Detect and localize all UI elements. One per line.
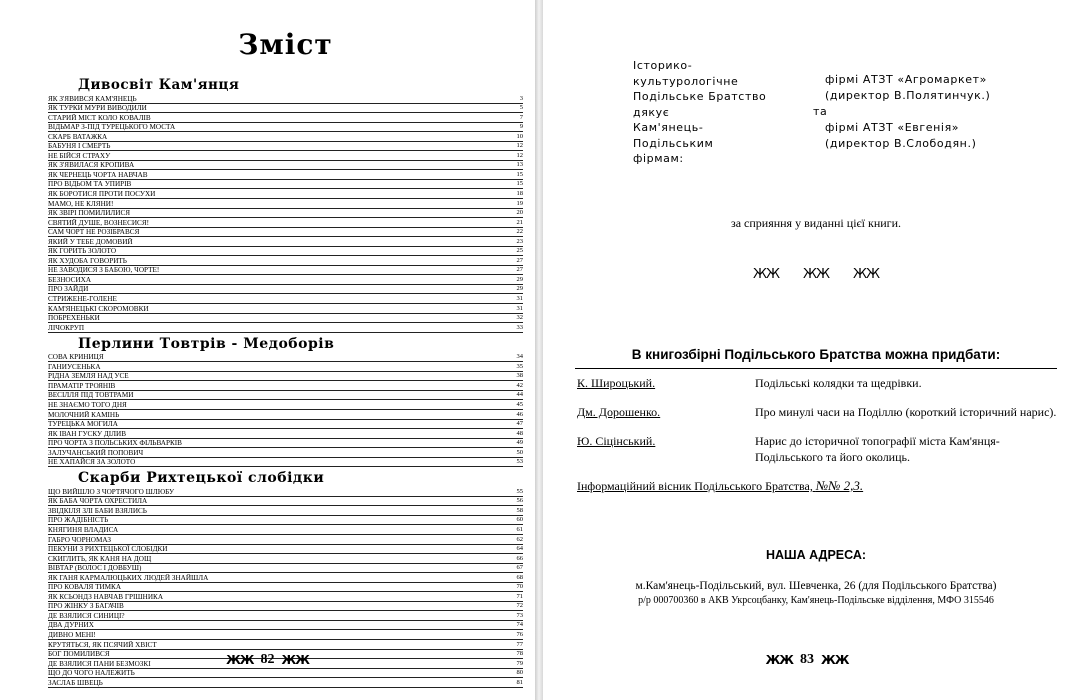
toc-list	[48, 353, 523, 468]
thanks-line: Подільським	[633, 136, 714, 150]
toc-entry	[48, 247, 523, 257]
thanks-line: фірмам:	[633, 152, 684, 165]
toc-entry	[48, 170, 523, 180]
toc-entry-page: 64	[516, 545, 523, 553]
toc-entry-title: ВІВТАР (ВОЛОС І ДОВБУШ)	[48, 564, 142, 573]
toc-entry-page: 12	[516, 142, 523, 150]
toc-entry-title: ЩО ДО ЧОГО НАЛЕЖИТЬ	[48, 669, 135, 678]
toc-entry	[48, 275, 523, 285]
toc-entry-title: ЛІЧОКРУП	[48, 323, 85, 332]
toc-entry-page: 61	[516, 525, 523, 533]
toc-entry	[48, 104, 523, 114]
ornament-icon: ЖЖ	[752, 266, 779, 282]
toc-entry	[48, 554, 523, 564]
toc-entry	[48, 362, 523, 372]
toc-entry	[48, 266, 523, 276]
toc-entry-page: 76	[516, 630, 523, 638]
toc-entry-page: 67	[516, 564, 523, 572]
bank-account: р/р 000700360 в АКВ Укрсоцбанку, Кам'янець-Подільське відділення, МФО 315546	[638, 595, 994, 606]
ornament-icon: ЖЖ	[821, 652, 849, 667]
toc-entry-page: 10	[516, 132, 523, 140]
toc-entry-page: 80	[516, 669, 523, 677]
toc-entry	[48, 525, 523, 535]
ornament-icon: ЖЖ	[765, 652, 793, 667]
book-entry	[575, 433, 1057, 465]
assistance-text: за сприяння у виданні цієї книги.	[730, 216, 902, 230]
toc-entry	[48, 113, 523, 123]
toc-entry	[48, 640, 523, 650]
ornament-icon: ЖЖ	[281, 652, 309, 667]
toc-entry	[48, 294, 523, 304]
firm-director: (директор В.Слободян.)	[825, 136, 977, 150]
toc-entry-title: ДИВНО МЕНІ!	[48, 630, 96, 639]
toc-entry-title: ЯК КСЬОНДЗ НАВЧАВ ГРІШНИКА	[48, 592, 164, 601]
toc-entry-title: ВЕСІЛЛЯ ПІД ТОВТРАМИ	[48, 391, 134, 400]
acknowledgement-block	[575, 58, 1057, 178]
toc-entry-title: НЕ ХАПАЙСЯ ЗА ЗОЛОТО	[48, 458, 136, 467]
right-folio	[543, 652, 1071, 668]
toc-entry-page: 71	[516, 592, 523, 600]
toc-entry-title: ЯК БАБА ЧОРТА ОХРЕСТИЛА	[48, 497, 148, 506]
and-word: та	[813, 105, 828, 118]
thanks-line: культурологічне	[633, 74, 739, 88]
toc-entry	[48, 564, 523, 574]
toc-entry	[48, 323, 523, 333]
firm-name: фірмі АТЗТ «Агромаркет»	[825, 73, 987, 86]
toc-entry	[48, 602, 523, 612]
bookshop-heading: В книгозбірні Подільського Братства можна придбати:	[631, 347, 1001, 362]
toc-entry	[48, 458, 523, 468]
toc-entry-page: 38	[516, 372, 523, 380]
toc-entry	[48, 151, 523, 161]
toc-entry-page: 29	[516, 285, 523, 293]
book-title: Про минулі часи на Поділлю (короткий історичний нарис).	[755, 405, 1057, 419]
toc-entry	[48, 410, 523, 420]
toc-entry	[48, 372, 523, 382]
toc-section-heading: Дивосвіт Кам'янця	[78, 77, 240, 93]
toc-entry	[48, 429, 523, 439]
toc-entry-title: ЯК ТУРКИ МУРИ ВИВОДИЛИ	[48, 104, 147, 113]
toc-entry-title: БОГ ПОМИЛИВСЯ	[48, 650, 110, 659]
toc-entry-title: МАМО, НЕ КЛЯНИ!	[48, 199, 114, 208]
toc-entry-page: 5	[519, 104, 523, 112]
toc-section-heading: Перлини Товтрів - Медоборів	[78, 335, 335, 352]
book-author: Ю. Сіцінський.	[577, 434, 656, 448]
bulletin-title: Інформаційний вісник Подільського Братства,	[577, 479, 813, 493]
toc-entry-page: 70	[516, 583, 523, 591]
toc-entry-page: 22	[516, 228, 523, 236]
toc-entry-page: 33	[516, 323, 523, 331]
toc-entry	[48, 592, 523, 602]
toc-entry-page: 29	[516, 275, 523, 283]
toc-entry-title: СВЯТИЙ ДУШЕ, ВОЗНЕСИСЯ!	[48, 218, 150, 227]
toc-entry-page: 55	[516, 487, 523, 495]
toc-entry-title: ЯК ЗВІРІ ПОМИЛИЛИСЯ	[48, 209, 131, 218]
book-title: Нарис до історичної топографії міста Кам'янця-Подільського та його околиць.	[755, 434, 1000, 464]
toc-entry	[48, 304, 523, 314]
toc-entry	[48, 132, 523, 142]
toc-entry-page: 18	[516, 190, 523, 198]
page-number: 83	[800, 652, 814, 667]
toc-entry	[48, 669, 523, 679]
table-of-contents	[48, 77, 523, 688]
toc-entry-title: НЕ ЗНАЄМО ТОГО ДНЯ	[48, 400, 127, 409]
toc-entry-page: 7	[519, 113, 523, 121]
toc-entry-page: 35	[516, 362, 523, 370]
toc-entry-page: 68	[516, 573, 523, 581]
toc-entry-page: 49	[516, 439, 523, 447]
ornament-icon: ЖЖ	[802, 266, 829, 282]
toc-entry-title: ПРАМАТІР ТРОЯНІВ	[48, 381, 116, 390]
toc-section-heading: Скарби Рихтецької слобідки	[78, 470, 325, 487]
toc-entry-title: СКИГЛИТЬ, ЯК КАНЯ НА ДОЩ	[48, 554, 152, 563]
toc-entry-page: 31	[516, 295, 523, 303]
toc-entry	[48, 678, 523, 688]
toc-entry	[48, 314, 523, 324]
left-folio	[0, 652, 535, 668]
toc-entry-title: ЯК ГАНЯ КАРМАЛЮЦЬКИХ ЛЮДЕЙ ЗНАЙШЛА	[48, 573, 209, 582]
toc-entry-title: ЯК ХУДОБА ГОВОРИТЬ	[48, 256, 127, 265]
bulletin-entry	[575, 478, 1057, 494]
toc-entry	[48, 199, 523, 209]
toc-entry-page: 58	[516, 506, 523, 514]
toc-entry	[48, 256, 523, 266]
toc-entry-page: 27	[516, 266, 523, 274]
toc-entry-title: ГАБРО ЧОРНОМАЗ	[48, 535, 112, 544]
toc-entry-page: 34	[516, 353, 523, 361]
toc-entry-page: 47	[516, 420, 523, 428]
toc-entry-page: 74	[516, 621, 523, 629]
toc-entry	[48, 573, 523, 583]
toc-entry	[48, 506, 523, 516]
toc-entry-title: ТУРЕЦЬКА МОГИЛА	[48, 420, 118, 429]
toc-entry-page: 48	[516, 429, 523, 437]
toc-entry	[48, 535, 523, 545]
toc-entry-title: ДВА ДУРНИХ	[48, 621, 94, 630]
toc-entry	[48, 611, 523, 621]
firm-agromarket	[825, 72, 1065, 103]
toc-entry	[48, 630, 523, 640]
toc-entry-page: 31	[516, 304, 523, 312]
toc-entry	[48, 516, 523, 526]
toc-entry-page: 27	[516, 256, 523, 264]
toc-entry-title: СТРИЖЕНЕ-ГОЛЕНЕ	[48, 295, 117, 304]
toc-entry-page: 62	[516, 535, 523, 543]
address-text: м.Кам'янець-Подільський, вул. Шевченка, 26 (для Подільського Братства)	[635, 580, 997, 592]
toc-entry-title: БАБУНЯ І СМЕРТЬ	[48, 142, 111, 151]
toc-entry	[48, 497, 523, 507]
ornament-row	[575, 265, 1057, 283]
toc-entry-page: 72	[516, 602, 523, 610]
toc-entry-title: РІДНА ЗЕМЛЯ НАД УСЕ	[48, 372, 129, 381]
right-page	[543, 0, 1071, 700]
toc-entry-title: КРУТЯТЬСЯ, ЯК ПСЯЧИЙ ХВІСТ	[48, 640, 157, 649]
toc-entry-title: ПРО КОВАЛЯ ТИМКА	[48, 583, 122, 592]
toc-entry-title: ГАНИУСЕНЬКА	[48, 362, 101, 371]
toc-entry-page: 15	[516, 180, 523, 188]
book-gutter	[535, 0, 543, 700]
toc-entry-page: 19	[516, 199, 523, 207]
firm-evgenia	[825, 120, 1065, 151]
firm-name: фірмі АТЗТ «Евгенія»	[825, 121, 960, 134]
toc-entry-page: 53	[516, 458, 523, 466]
toc-entry-page: 9	[519, 123, 523, 131]
toc-entry	[48, 391, 523, 401]
toc-entry-title: ЯК З'ЯВИВСЯ КАМ'ЯНЕЦЬ	[48, 94, 137, 103]
toc-entry-page: 15	[516, 170, 523, 178]
book-title: Подільські колядки та щедрівки.	[755, 376, 922, 390]
toc-entry-title: ЩО ВИЙШЛО З ЧОРТЯЧОГО ШЛЮБУ	[48, 487, 175, 496]
book-author: Дм. Дорошенко.	[577, 405, 661, 419]
toc-entry-page: 45	[516, 400, 523, 408]
divider	[575, 368, 1057, 369]
toc-entry-title: ПРО ЧОРТА З ПОЛЬСЬКИХ ФІЛЬВАРКІВ	[48, 439, 182, 448]
toc-entry-title: ЗВІДКІЛЯ ЗЛІ БАБИ ВЗЯЛИСЬ	[48, 506, 147, 515]
toc-entry-title: ПРО ЗАЙДИ	[48, 285, 89, 294]
toc-entry-page: 56	[516, 497, 523, 505]
toc-entry	[48, 161, 523, 171]
toc-entry-title: ЗАЛУЧАНСЬКИЙ ПОПОВИЧ	[48, 448, 144, 457]
toc-entry-title: ЯК ГОРИТЬ ЗОЛОТО	[48, 247, 117, 256]
page-number: 82	[260, 652, 275, 667]
toc-entry	[48, 420, 523, 430]
thanks-line: Кам'янець-	[633, 121, 704, 134]
toc-entry-page: 21	[516, 218, 523, 226]
toc-entry	[48, 487, 523, 497]
toc-entry-page: 81	[516, 678, 523, 686]
toc-entry-title: ПРО ЖАДІБНІСТЬ	[48, 516, 109, 525]
ornament-icon: ЖЖ	[226, 652, 254, 667]
toc-entry	[48, 448, 523, 458]
toc-entry-title: ЯК ЧЕРНЕЦЬ ЧОРТА НАВЧАВ	[48, 170, 148, 179]
toc-entry-title: НЕ БІЙСЯ СТРАХУ	[48, 151, 111, 160]
toc-entry-title: ПОБРЕХЕНЬКИ	[48, 314, 100, 323]
thanks-line: дякує	[633, 105, 670, 119]
toc-entry-page: 44	[516, 391, 523, 399]
toc-entry	[48, 285, 523, 295]
toc-entry	[48, 237, 523, 247]
toc-entry-title: ВІДЬМАР З-ПІД ТУРЕЦЬКОГО МОСТА	[48, 123, 176, 132]
toc-entry	[48, 94, 523, 104]
toc-entry-title: БЕЗНОСИХА	[48, 275, 92, 284]
toc-entry-title: СОВА КРИНИЦЯ	[48, 353, 104, 362]
toc-entry-title: САМ ЧОРТ НЕ РОЗІБРАВСЯ	[48, 228, 140, 237]
toc-entry	[48, 621, 523, 631]
toc-entry-title: ЯК БОРОТИСЯ ПРОТИ ПОСУХИ	[48, 190, 156, 199]
thanks-from	[633, 58, 793, 167]
toc-entry-page: 20	[516, 209, 523, 217]
toc-entry	[48, 218, 523, 228]
toc-entry-page: 46	[516, 410, 523, 418]
toc-entry-title: ПЕКУНИ З РИХТЕЦЬКОЇ СЛОБІДКИ	[48, 545, 168, 554]
book-entry	[575, 404, 1057, 420]
firm-director: (директор В.Полятинчук.)	[825, 88, 991, 102]
thanks-line: Історико-	[633, 59, 693, 72]
toc-entry-page: 50	[516, 448, 523, 456]
toc-entry-page: 25	[516, 247, 523, 255]
toc-entry	[48, 381, 523, 391]
toc-entry	[48, 439, 523, 449]
toc-entry	[48, 189, 523, 199]
address-heading: НАША АДРЕСА:	[765, 548, 867, 562]
toc-entry-title: ЯК З'ЯВИЛАСЯ КРОПИВА	[48, 161, 135, 170]
toc-entry	[48, 545, 523, 555]
toc-entry-title: КНЯГИНЯ ВЛАДИСА	[48, 525, 119, 534]
toc-entry-page: 42	[516, 381, 523, 389]
toc-list	[48, 94, 523, 333]
toc-entry	[48, 123, 523, 133]
toc-entry-page: 13	[516, 161, 523, 169]
toc-entry-page: 12	[516, 151, 523, 159]
toc-entry-title: ЯК ІВАН ГУСКУ ДІЛИВ	[48, 429, 127, 438]
toc-entry	[48, 209, 523, 219]
toc-entry	[48, 142, 523, 152]
book-author: К. Широцький.	[577, 376, 656, 390]
toc-entry-page: 60	[516, 516, 523, 524]
toc-entry	[48, 353, 523, 363]
thanks-line: Подільське Братство	[633, 90, 767, 103]
toc-entry-page: 79	[516, 659, 523, 667]
toc-entry-title: ДЕ ВЗЯЛИСЯ ПАНИ БЕЗМОЗКІ	[48, 659, 151, 668]
toc-title: Зміст	[238, 28, 333, 61]
toc-entry	[48, 228, 523, 238]
toc-entry-title: ЗАСЛАБ ШВЕЦЬ	[48, 678, 103, 687]
toc-entry	[48, 583, 523, 593]
toc-entry	[48, 180, 523, 190]
toc-entry-title: КАМ'ЯНЕЦЬКІ СКОРОМОВКИ	[48, 304, 149, 313]
ornament-icon: ЖЖ	[853, 266, 880, 282]
toc-entry	[48, 400, 523, 410]
toc-entry-page: 32	[516, 314, 523, 322]
book-entry	[575, 375, 1057, 391]
toc-entry-page: 73	[516, 611, 523, 619]
toc-entry-title: НЕ ЗАВОДИСЯ З БАБОЮ, ЧОРТЕ!	[48, 266, 160, 275]
toc-entry-title: СКАРБ ВАТАЖКА	[48, 132, 108, 141]
toc-entry-page: 66	[516, 554, 523, 562]
toc-entry-page: 23	[516, 237, 523, 245]
toc-entry-title: ПРО ВІДЬОМ ТА УПИРІВ	[48, 180, 132, 189]
toc-entry-title: МОЛОЧНИЙ КАМІНЬ	[48, 410, 120, 419]
left-page	[0, 0, 535, 700]
toc-entry-page: 77	[516, 640, 523, 648]
toc-entry-title: ДЕ ВЗЯЛИСЯ СИНИЦІ?	[48, 611, 125, 620]
toc-entry-page: 3	[519, 94, 523, 102]
toc-entry-page: 78	[516, 650, 523, 658]
toc-entry-title: СТАРИЙ МІСТ КОЛО КОВАЛІВ	[48, 113, 151, 122]
toc-entry-title: ПРО ЖІНКУ З БАГАЧІВ	[48, 602, 124, 611]
toc-entry-title: ЯКИЙ У ТЕБЕ ДОМОВИЙ	[48, 237, 133, 246]
bulletin-numbers: №№ 2,3.	[815, 478, 864, 493]
